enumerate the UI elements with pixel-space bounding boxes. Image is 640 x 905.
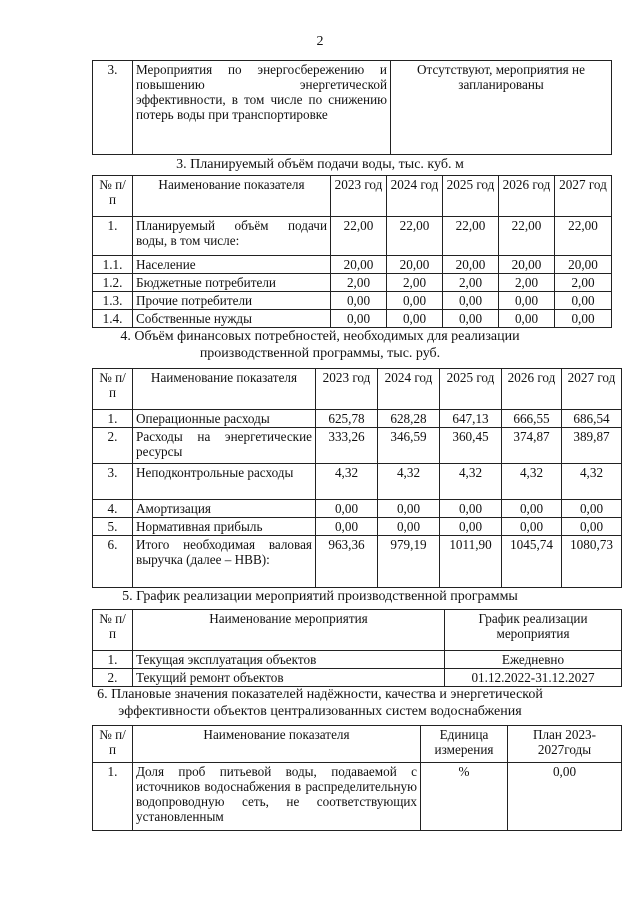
indicator-name: Планируемый объём подачи воды, в том числе: <box>133 217 331 256</box>
year-value: 2,00 <box>443 274 499 292</box>
section-6-title-line2: эффективности объектов централизованных систем водоснабжения <box>118 704 522 719</box>
year-value: 666,55 <box>502 410 562 428</box>
table-row <box>93 274 612 292</box>
year-value: 20,00 <box>443 256 499 274</box>
year-value: 4,32 <box>440 464 502 500</box>
row-number: 3. <box>93 61 133 155</box>
year-value: 4,32 <box>562 464 622 500</box>
year-value: 0,00 <box>443 310 499 328</box>
row-number: 5. <box>93 518 133 536</box>
header-cell: Наименование показателя <box>133 369 316 410</box>
section-4-title-line2: производственной программы, тыс. руб. <box>199 346 441 361</box>
row-number: 1.3. <box>93 292 133 310</box>
year-value: 963,36 <box>316 536 378 588</box>
table-row <box>93 536 622 588</box>
table-row <box>93 669 622 687</box>
energy-measures-table <box>92 60 612 155</box>
schedule-table <box>92 609 622 687</box>
year-value: 0,00 <box>316 500 378 518</box>
measure-name: Мероприятия по энергосбережению и повышению энергетической эффективности, в том числе по снижению потерь воды при транспортировке <box>133 61 391 155</box>
row-number: 4. <box>93 500 133 518</box>
page-number: 2 <box>316 34 324 49</box>
year-value: 1080,73 <box>562 536 622 588</box>
year-value: 0,00 <box>440 500 502 518</box>
header-cell: План 2023-2027годы <box>508 726 622 763</box>
year-value: 2,00 <box>555 274 612 292</box>
year-value: 0,00 <box>331 310 387 328</box>
header-cell: № п/п <box>93 610 133 651</box>
indicator-name: Амортизация <box>133 500 316 518</box>
table-header-row <box>93 726 622 763</box>
year-value: 0,00 <box>562 518 622 536</box>
year-value: 4,32 <box>378 464 440 500</box>
indicator-name: Население <box>133 256 331 274</box>
year-value: 389,87 <box>562 428 622 464</box>
year-value: 20,00 <box>555 256 612 274</box>
year-value: 0,00 <box>502 518 562 536</box>
section-3-title: 3. Планируемый объём подачи воды, тыс. куб. м <box>176 157 464 172</box>
year-value: 1011,90 <box>440 536 502 588</box>
year-value: 4,32 <box>316 464 378 500</box>
financial-needs-table <box>92 368 622 588</box>
year-value: 0,00 <box>499 292 555 310</box>
table-header-row <box>93 610 622 651</box>
row-number: 2. <box>93 428 133 464</box>
indicator-name: Итого необходимая валовая выручка (далее – НВВ): <box>133 536 316 588</box>
schedule-value: Ежедневно <box>445 651 622 669</box>
header-cell: Единица измерения <box>421 726 508 763</box>
row-number: 1. <box>93 217 133 256</box>
header-cell: № п/п <box>93 369 133 410</box>
header-cell: 2025 год <box>440 369 502 410</box>
reliability-table <box>92 725 622 831</box>
measure-name: Текущая эксплуатация объектов <box>133 651 445 669</box>
header-cell: 2025 год <box>443 176 499 217</box>
row-number: 1.2. <box>93 274 133 292</box>
plan-value: 0,00 <box>508 763 622 831</box>
indicator-name: Операционные расходы <box>133 410 316 428</box>
year-value: 628,28 <box>378 410 440 428</box>
year-value: 0,00 <box>502 500 562 518</box>
year-value: 22,00 <box>499 217 555 256</box>
year-value: 1045,74 <box>502 536 562 588</box>
table-header-row <box>93 176 612 217</box>
indicator-name: Бюджетные потребители <box>133 274 331 292</box>
year-value: 0,00 <box>555 310 612 328</box>
year-value: 20,00 <box>499 256 555 274</box>
row-number: 1. <box>93 763 133 831</box>
year-value: 20,00 <box>331 256 387 274</box>
table-row <box>93 256 612 274</box>
year-value: 4,32 <box>502 464 562 500</box>
year-value: 686,54 <box>562 410 622 428</box>
header-cell: 2023 год <box>331 176 387 217</box>
year-value: 0,00 <box>387 310 443 328</box>
indicator-name: Прочие потребители <box>133 292 331 310</box>
table-row <box>93 292 612 310</box>
header-cell: График реализации мероприятия <box>445 610 622 651</box>
table-row <box>93 428 622 464</box>
year-value: 0,00 <box>378 518 440 536</box>
header-cell: 2026 год <box>499 176 555 217</box>
table-row <box>93 61 612 155</box>
measure-value: Отсутствуют, мероприятия не запланированы <box>391 61 612 155</box>
year-value: 0,00 <box>562 500 622 518</box>
header-cell: 2023 год <box>316 369 378 410</box>
header-cell: 2027 год <box>555 176 612 217</box>
header-cell: № п/п <box>93 726 133 763</box>
row-number: 2. <box>93 669 133 687</box>
table-row <box>93 763 622 831</box>
year-value: 360,45 <box>440 428 502 464</box>
row-number: 1.1. <box>93 256 133 274</box>
year-value: 374,87 <box>502 428 562 464</box>
year-value: 2,00 <box>331 274 387 292</box>
header-cell: 2024 год <box>387 176 443 217</box>
row-number: 1. <box>93 410 133 428</box>
year-value: 2,00 <box>387 274 443 292</box>
year-value: 22,00 <box>387 217 443 256</box>
year-value: 0,00 <box>331 292 387 310</box>
indicator-name: Неподконтрольные расходы <box>133 464 316 500</box>
row-number: 3. <box>93 464 133 500</box>
table-header-row <box>93 369 622 410</box>
header-cell: Наименование мероприятия <box>133 610 445 651</box>
indicator-name: Расходы на энергетические ресурсы <box>133 428 316 464</box>
year-value: 0,00 <box>443 292 499 310</box>
table-row <box>93 217 612 256</box>
year-value: 979,19 <box>378 536 440 588</box>
year-value: 2,00 <box>499 274 555 292</box>
indicator-name: Собственные нужды <box>133 310 331 328</box>
year-value: 333,26 <box>316 428 378 464</box>
table-row <box>93 518 622 536</box>
water-supply-table <box>92 175 612 328</box>
year-value: 0,00 <box>316 518 378 536</box>
unit-value: % <box>421 763 508 831</box>
section-4-title-line1: 4. Объём финансовых потребностей, необходимых для реализации <box>120 329 520 344</box>
row-number: 1. <box>93 651 133 669</box>
year-value: 0,00 <box>499 310 555 328</box>
section-6-title-line1: 6. Плановые значения показателей надёжности, качества и энергетической <box>97 687 543 702</box>
row-number: 6. <box>93 536 133 588</box>
table-row <box>93 410 622 428</box>
table-row <box>93 500 622 518</box>
year-value: 22,00 <box>443 217 499 256</box>
header-cell: Наименование показателя <box>133 176 331 217</box>
measure-name: Текущий ремонт объектов <box>133 669 445 687</box>
table-row <box>93 310 612 328</box>
header-cell: № п/п <box>93 176 133 217</box>
year-value: 346,59 <box>378 428 440 464</box>
table-row <box>93 651 622 669</box>
schedule-value: 01.12.2022-31.12.2027 <box>445 669 622 687</box>
year-value: 22,00 <box>555 217 612 256</box>
year-value: 20,00 <box>387 256 443 274</box>
header-cell: 2026 год <box>502 369 562 410</box>
indicator-name: Нормативная прибыль <box>133 518 316 536</box>
year-value: 0,00 <box>387 292 443 310</box>
header-cell: Наименование показателя <box>133 726 421 763</box>
year-value: 647,13 <box>440 410 502 428</box>
section-5-title: 5. График реализации мероприятий производственной программы <box>122 589 518 604</box>
year-value: 0,00 <box>378 500 440 518</box>
year-value: 0,00 <box>555 292 612 310</box>
year-value: 625,78 <box>316 410 378 428</box>
year-value: 22,00 <box>331 217 387 256</box>
row-number: 1.4. <box>93 310 133 328</box>
indicator-name: Доля проб питьевой воды, подаваемой с источников водоснабжения в распределительную водопроводную сеть, не соответствующих установленным <box>133 763 421 831</box>
year-value: 0,00 <box>440 518 502 536</box>
header-cell: 2027 год <box>562 369 622 410</box>
table-row <box>93 464 622 500</box>
header-cell: 2024 год <box>378 369 440 410</box>
